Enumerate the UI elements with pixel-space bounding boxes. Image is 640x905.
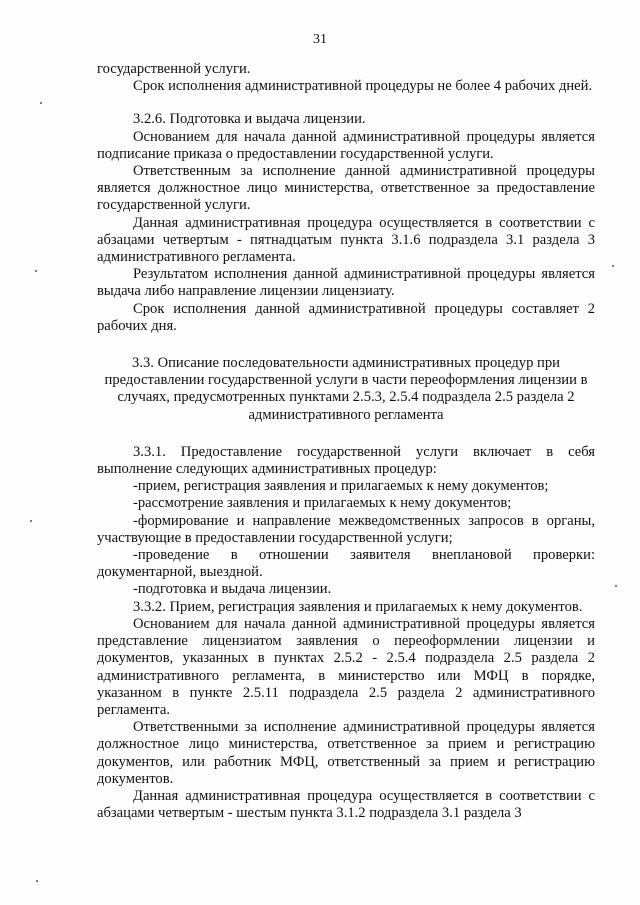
list-item: -рассмотрение заявления и прилагаемых к нему документов; xyxy=(133,495,512,512)
scan-speck xyxy=(30,520,32,522)
section-heading: 3.3. Описание последовательности административных процедур при предоставлении государственной услуги в части переоформления лицензии в случаях, предусмотренных пунктами 2.5.3, 2.5.4 подраздела 2.5 раздела 2 административного регламента xyxy=(104,355,588,423)
paragraph: государственной услуги. xyxy=(97,61,251,77)
scan-speck xyxy=(40,102,42,104)
spacer xyxy=(97,424,595,444)
paragraph: Данная административная процедура осуществляется в соответствии с абзацами четвертым - шестым пункта 3.1.2 подраздела 3.1 раздела 3 xyxy=(97,787,595,822)
paragraph: Результатом исполнения данной административной процедуры является выдача либо направление лицензии лицензиату. xyxy=(97,266,595,300)
paragraph: Срок исполнения данной административной процедуры составляет 2 рабочих дня. xyxy=(97,300,595,334)
scan-speck xyxy=(612,265,614,267)
section-subheading: 3.3.2. Прием, регистрация заявления и прилагаемых к нему документов. xyxy=(133,598,583,615)
paragraph: Данная административная процедура осуществляется в соответствии с абзацами четвертым - пятнадцатым пункта 3.1.6 подраздела 3.1 раздела 3 административного регламента. xyxy=(97,214,595,266)
paragraph: Ответственным за исполнение данной административной процедуры является должностное лицо министерства, ответственное за предоставление государственной услуги. xyxy=(97,163,595,214)
spacer xyxy=(97,95,595,111)
paragraph: Основанием для начала данной административной процедуры является подписание приказа о предоставлении государственной услуги. xyxy=(97,128,595,162)
paragraph: Основанием для начала данной административной процедуры является представление лицензиатом заявления о переоформлении лицензии и документов, указанных в пунктах 2.5.2 - 2.5.4 подраздела 2.5 раздела 2 административного регламента, в министерство или МФЦ в порядке, указанном в пункте 2.5.11 подраздела 2.5 раздела 2 административного регламента. xyxy=(97,615,595,718)
list-item: -прием, регистрация заявления и прилагаемых к нему документов; xyxy=(133,478,549,495)
list-item: -проведение в отношении заявителя внеплановой проверки: документарной, выездной. xyxy=(97,547,595,581)
document-body xyxy=(97,61,595,822)
scan-speck xyxy=(615,585,617,587)
scan-speck xyxy=(35,270,37,272)
scan-speck xyxy=(36,880,38,882)
list-item: -подготовка и выдача лицензии. xyxy=(133,581,332,598)
spacer xyxy=(97,335,595,355)
page-number: 31 xyxy=(313,32,327,47)
section-subheading: 3.2.6. Подготовка и выдача лицензии. xyxy=(133,111,366,128)
paragraph: Ответственными за исполнение административной процедуры является должностное лицо министерства, ответственное за прием и регистрацию документов, или работник МФЦ, ответственный за прием и регистрацию документов. xyxy=(97,719,595,787)
paragraph: Срок исполнения административной процедуры не более 4 рабочих дней. xyxy=(133,78,593,95)
list-item: -формирование и направление межведомственных запросов в органы, участвующие в предоставлении государственной услуги; xyxy=(97,512,595,546)
paragraph: 3.3.1. Предоставление государственной услуги включает в себя выполнение следующих административных процедур: xyxy=(97,443,595,478)
